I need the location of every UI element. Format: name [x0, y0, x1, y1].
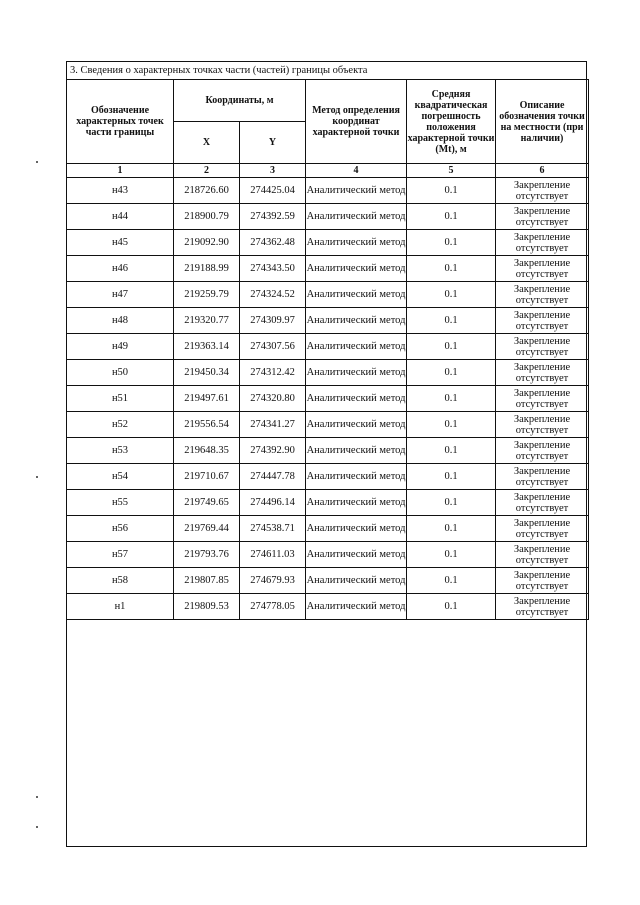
margin-dot [36, 161, 38, 163]
description-cell: Закрепление отсутствует [496, 204, 589, 230]
column-numbers-row [67, 164, 589, 178]
method-cell: Аналитический метод [306, 178, 407, 204]
method-cell: Аналитический метод [306, 308, 407, 334]
table-row [67, 438, 589, 464]
accuracy-cell: 0.1 [407, 282, 496, 308]
column-number: 6 [496, 164, 589, 178]
method-cell: Аналитический метод [306, 360, 407, 386]
header-coordinates: Координаты, м [174, 80, 306, 122]
x-coordinate-cell: 219497.61 [174, 386, 240, 412]
method-cell: Аналитический метод [306, 490, 407, 516]
header-method: Метод определения координат характерной точки [306, 80, 407, 164]
point-id-cell: н51 [67, 386, 174, 412]
table-row [67, 516, 589, 542]
table-row [67, 386, 589, 412]
table-row [67, 360, 589, 386]
method-cell: Аналитический метод [306, 386, 407, 412]
y-coordinate-cell: 274778.05 [240, 594, 306, 620]
accuracy-cell: 0.1 [407, 542, 496, 568]
description-cell: Закрепление отсутствует [496, 256, 589, 282]
point-id-cell: н55 [67, 490, 174, 516]
table-row [67, 256, 589, 282]
table-row [67, 464, 589, 490]
x-coordinate-cell: 219749.65 [174, 490, 240, 516]
table-row [67, 230, 589, 256]
description-cell: Закрепление отсутствует [496, 568, 589, 594]
header-designation: Обозначение характерных точек части границы [67, 80, 174, 164]
document-frame [66, 61, 587, 847]
method-cell: Аналитический метод [306, 594, 407, 620]
y-coordinate-cell: 274447.78 [240, 464, 306, 490]
description-cell: Закрепление отсутствует [496, 594, 589, 620]
x-coordinate-cell: 218900.79 [174, 204, 240, 230]
x-coordinate-cell: 219188.99 [174, 256, 240, 282]
header-x: X [174, 122, 240, 164]
y-coordinate-cell: 274496.14 [240, 490, 306, 516]
description-cell: Закрепление отсутствует [496, 542, 589, 568]
y-coordinate-cell: 274392.59 [240, 204, 306, 230]
point-id-cell: н47 [67, 282, 174, 308]
accuracy-cell: 0.1 [407, 464, 496, 490]
method-cell: Аналитический метод [306, 334, 407, 360]
table-row [67, 490, 589, 516]
point-id-cell: н1 [67, 594, 174, 620]
accuracy-cell: 0.1 [407, 412, 496, 438]
accuracy-cell: 0.1 [407, 230, 496, 256]
boundary-points-table [66, 79, 589, 620]
x-coordinate-cell: 218726.60 [174, 178, 240, 204]
x-coordinate-cell: 219092.90 [174, 230, 240, 256]
column-number: 1 [67, 164, 174, 178]
x-coordinate-cell: 219769.44 [174, 516, 240, 542]
margin-dot [36, 476, 38, 478]
description-cell: Закрепление отсутствует [496, 178, 589, 204]
y-coordinate-cell: 274425.04 [240, 178, 306, 204]
method-cell: Аналитический метод [306, 464, 407, 490]
description-cell: Закрепление отсутствует [496, 412, 589, 438]
table-body [67, 178, 589, 620]
description-cell: Закрепление отсутствует [496, 230, 589, 256]
method-cell: Аналитический метод [306, 568, 407, 594]
point-id-cell: н50 [67, 360, 174, 386]
accuracy-cell: 0.1 [407, 438, 496, 464]
point-id-cell: н49 [67, 334, 174, 360]
table-row [67, 204, 589, 230]
x-coordinate-cell: 219710.67 [174, 464, 240, 490]
column-number: 3 [240, 164, 306, 178]
point-id-cell: н45 [67, 230, 174, 256]
margin-dot [36, 796, 38, 798]
x-coordinate-cell: 219363.14 [174, 334, 240, 360]
description-cell: Закрепление отсутствует [496, 386, 589, 412]
point-id-cell: н53 [67, 438, 174, 464]
method-cell: Аналитический метод [306, 230, 407, 256]
point-id-cell: н58 [67, 568, 174, 594]
point-id-cell: н54 [67, 464, 174, 490]
point-id-cell: н43 [67, 178, 174, 204]
accuracy-cell: 0.1 [407, 568, 496, 594]
x-coordinate-cell: 219809.53 [174, 594, 240, 620]
x-coordinate-cell: 219556.54 [174, 412, 240, 438]
accuracy-cell: 0.1 [407, 360, 496, 386]
method-cell: Аналитический метод [306, 542, 407, 568]
column-number: 2 [174, 164, 240, 178]
table-row [67, 568, 589, 594]
table-row [67, 308, 589, 334]
header-accuracy: Средняя квадратическая погрешность положения характерной точки (Mt), м [407, 80, 496, 164]
accuracy-cell: 0.1 [407, 178, 496, 204]
y-coordinate-cell: 274307.56 [240, 334, 306, 360]
column-number: 4 [306, 164, 407, 178]
column-number: 5 [407, 164, 496, 178]
point-id-cell: н48 [67, 308, 174, 334]
description-cell: Закрепление отсутствует [496, 282, 589, 308]
accuracy-cell: 0.1 [407, 334, 496, 360]
y-coordinate-cell: 274343.50 [240, 256, 306, 282]
empty-table-area [67, 618, 586, 846]
y-coordinate-cell: 274312.42 [240, 360, 306, 386]
accuracy-cell: 0.1 [407, 308, 496, 334]
description-cell: Закрепление отсутствует [496, 334, 589, 360]
table-row [67, 282, 589, 308]
y-coordinate-cell: 274341.27 [240, 412, 306, 438]
y-coordinate-cell: 274362.48 [240, 230, 306, 256]
x-coordinate-cell: 219259.79 [174, 282, 240, 308]
description-cell: Закрепление отсутствует [496, 360, 589, 386]
y-coordinate-cell: 274309.97 [240, 308, 306, 334]
table-row [67, 542, 589, 568]
x-coordinate-cell: 219793.76 [174, 542, 240, 568]
description-cell: Закрепление отсутствует [496, 464, 589, 490]
accuracy-cell: 0.1 [407, 386, 496, 412]
y-coordinate-cell: 274679.93 [240, 568, 306, 594]
accuracy-cell: 0.1 [407, 516, 496, 542]
description-cell: Закрепление отсутствует [496, 516, 589, 542]
point-id-cell: н46 [67, 256, 174, 282]
table-row [67, 594, 589, 620]
point-id-cell: н44 [67, 204, 174, 230]
table-row [67, 334, 589, 360]
point-id-cell: н56 [67, 516, 174, 542]
description-cell: Закрепление отсутствует [496, 490, 589, 516]
method-cell: Аналитический метод [306, 256, 407, 282]
point-id-cell: н57 [67, 542, 174, 568]
method-cell: Аналитический метод [306, 204, 407, 230]
description-cell: Закрепление отсутствует [496, 308, 589, 334]
header-description: Описание обозначения точки на местности (при наличии) [496, 80, 589, 164]
x-coordinate-cell: 219320.77 [174, 308, 240, 334]
accuracy-cell: 0.1 [407, 490, 496, 516]
section-title: 3. Сведения о характерных точках части (частей) границы объекта [67, 62, 586, 80]
x-coordinate-cell: 219648.35 [174, 438, 240, 464]
header-y: Y [240, 122, 306, 164]
table-row [67, 412, 589, 438]
y-coordinate-cell: 274611.03 [240, 542, 306, 568]
y-coordinate-cell: 274538.71 [240, 516, 306, 542]
x-coordinate-cell: 219450.34 [174, 360, 240, 386]
x-coordinate-cell: 219807.85 [174, 568, 240, 594]
y-coordinate-cell: 274324.52 [240, 282, 306, 308]
method-cell: Аналитический метод [306, 412, 407, 438]
description-cell: Закрепление отсутствует [496, 438, 589, 464]
method-cell: Аналитический метод [306, 282, 407, 308]
accuracy-cell: 0.1 [407, 256, 496, 282]
y-coordinate-cell: 274392.90 [240, 438, 306, 464]
table-row [67, 178, 589, 204]
margin-dot [36, 826, 38, 828]
method-cell: Аналитический метод [306, 438, 407, 464]
point-id-cell: н52 [67, 412, 174, 438]
y-coordinate-cell: 274320.80 [240, 386, 306, 412]
accuracy-cell: 0.1 [407, 594, 496, 620]
method-cell: Аналитический метод [306, 516, 407, 542]
accuracy-cell: 0.1 [407, 204, 496, 230]
